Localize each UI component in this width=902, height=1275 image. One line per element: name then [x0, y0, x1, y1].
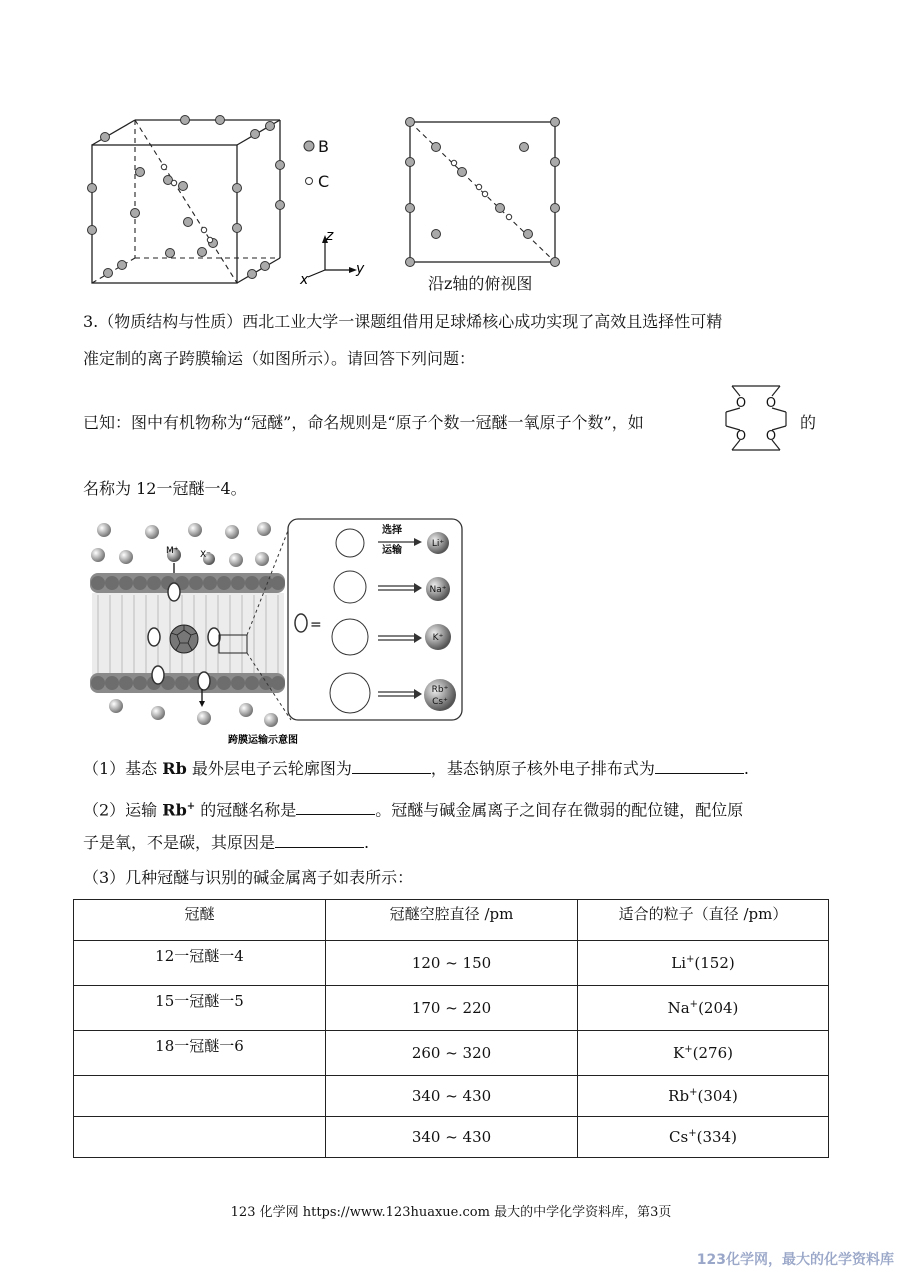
axis-z-label: z [326, 228, 334, 244]
table-row [74, 1076, 829, 1117]
table-row [74, 1031, 829, 1076]
crown-ether-table [73, 899, 829, 1158]
sub-question-2-line-2: 子是氧，不是碳，其原因是 . [83, 833, 370, 852]
table-header-row [74, 900, 829, 941]
crown-ether-ring-figure [712, 378, 802, 458]
crown-name: 15一冠醚一5 [74, 986, 326, 1031]
crystal-structure-figure [80, 110, 580, 300]
inset-rb-label: Rb⁺ [431, 685, 449, 695]
question-line-1: 3.（物质结构与性质）西北工业大学一课题组借用足球烯核心成功实现了高效且选择性可精 [83, 312, 723, 331]
ion-value: K+(276) [578, 1031, 829, 1076]
select-label-2: 运输 [382, 545, 402, 556]
ion-m-label: M⁺ [166, 546, 179, 556]
crown-name [74, 1076, 326, 1117]
membrane-transport-figure [86, 515, 466, 750]
inset-k-label: K⁺ [432, 633, 444, 643]
select-label-1: 选择 [382, 525, 402, 536]
known-suffix: 的 [800, 413, 817, 432]
inset-li-label: Li⁺ [431, 539, 445, 549]
inset-cs-label: Cs⁺ [432, 697, 448, 707]
table-row [74, 1117, 829, 1158]
table-row [74, 941, 829, 986]
header-suitable-ion: 适合的粒子（直径 /pm） [578, 900, 829, 941]
watermark: 123化学网，最大的化学资料库 [696, 1252, 894, 1268]
answer-blank-4[interactable] [275, 833, 364, 848]
header-crown-ether: 冠醚 [74, 900, 326, 941]
ion-value: Rb+(304) [578, 1076, 829, 1117]
cavity-value: 260 ~ 320 [326, 1031, 578, 1076]
ring-oxygen-3: O [765, 429, 777, 444]
sub-question-3: （3）几种冠醚与识别的碱金属离子如表所示： [83, 868, 414, 887]
ring-oxygen-2: O [765, 396, 777, 411]
legend-b: B [318, 137, 329, 156]
question-line-2: 准定制的离子跨膜输运（如图所示）。请回答下列问题： [83, 349, 476, 368]
answer-blank-2[interactable] [655, 759, 744, 774]
ion-value: Li+(152) [578, 941, 829, 986]
sub-question-1: （1）基态 Rb 最外层电子云轮廓图为 ，基态钠原子核外电子排布式为 . [83, 759, 749, 778]
cavity-value: 120 ~ 150 [326, 941, 578, 986]
top-view-caption: 沿z轴的俯视图 [428, 274, 533, 293]
page-footer: 123 化学网 https://www.123huaxue.com 最大的中学化学资料库，第3页 [230, 1205, 672, 1220]
answer-blank-3[interactable] [296, 800, 375, 815]
legend-c: C [318, 172, 330, 191]
cavity-value: 340 ~ 430 [326, 1076, 578, 1117]
known-prefix: 已知：图中有机物称为“冠醚”，命名规则是“原子个数一冠醚一氧原子个数”，如 [83, 413, 644, 432]
name-line: 名称为 12一冠醚一4。 [83, 479, 247, 498]
axis-y-label: y [356, 261, 365, 277]
equals-sign: = [310, 617, 322, 633]
header-cavity-diameter: 冠醚空腔直径 /pm [326, 900, 578, 941]
ion-value: Cs+(334) [578, 1117, 829, 1158]
table-row [74, 986, 829, 1031]
ring-oxygen-1: O [735, 396, 747, 411]
ion-value: Na+(204) [578, 986, 829, 1031]
crown-name: 12一冠醚一4 [74, 941, 326, 986]
inset-na-label: Na⁺ [429, 585, 447, 595]
axis-x-label: x [300, 272, 309, 288]
cavity-value: 170 ~ 220 [326, 986, 578, 1031]
membrane-caption: 跨膜运输示意图 [228, 735, 298, 746]
ring-oxygen-4: O [735, 429, 747, 444]
cavity-value: 340 ~ 430 [326, 1117, 578, 1158]
crown-name: 18一冠醚一6 [74, 1031, 326, 1076]
answer-blank-1[interactable] [352, 759, 431, 774]
sub-question-2: （2）运输 Rb+ 的冠醚名称是 。冠醚与碱金属离子之间存在微弱的配位键，配位原 [83, 800, 744, 820]
crown-name [74, 1117, 326, 1158]
ion-x-label: X⁻ [200, 550, 211, 560]
